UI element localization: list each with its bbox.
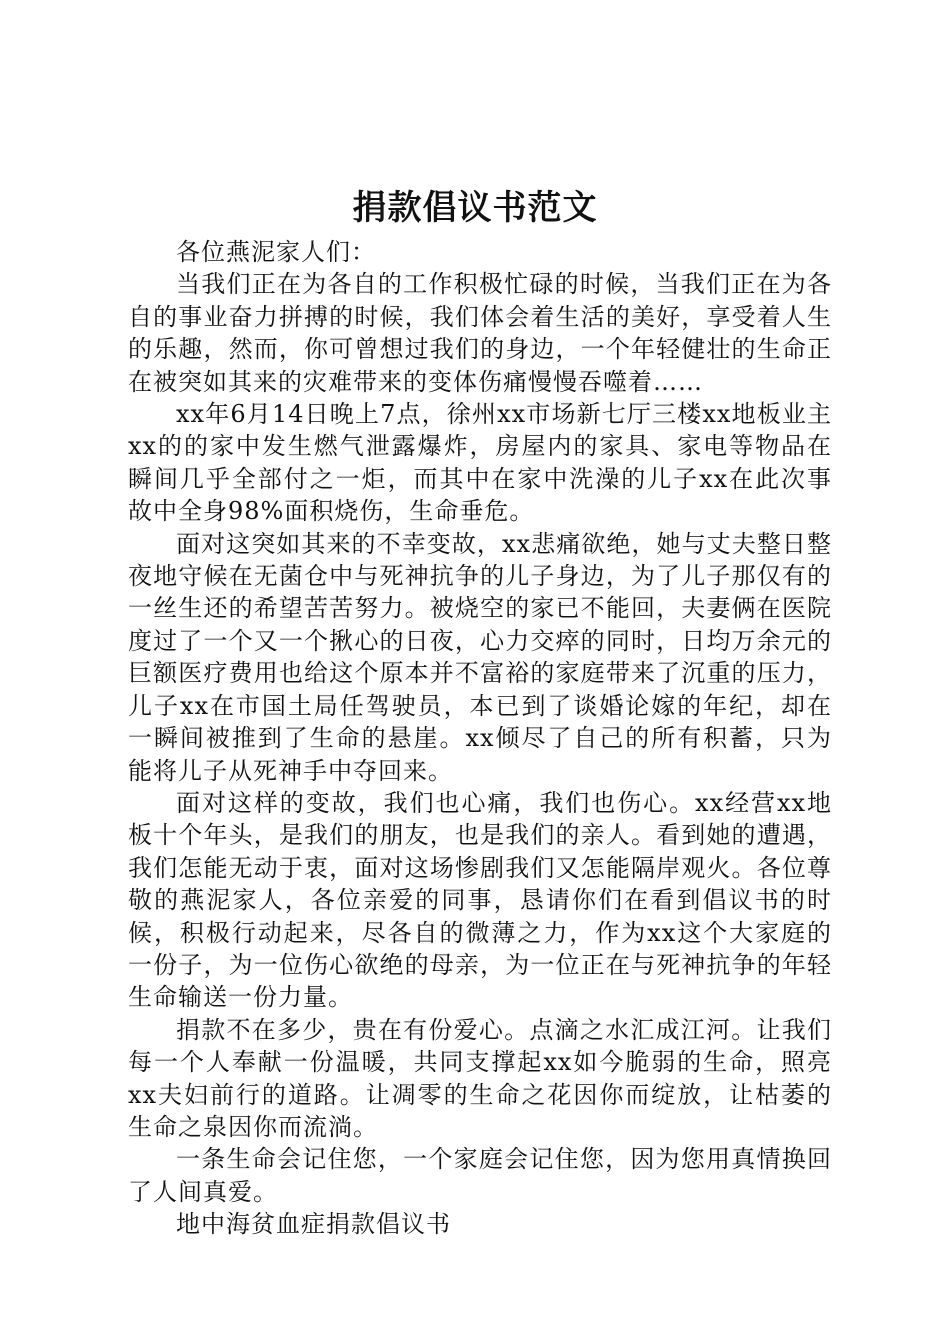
paragraph-2: xx年6月14日晚上7点，徐州xx市场新七厅三楼xx地板业主xx的的家中发生燃气泄露爆炸，房屋内的家具、家电等物品在瞬间几乎全部付之一炬，而其中在家中洗澡的儿子xx在此次事故中全身98%面积烧伤，生命垂危。 <box>128 400 832 526</box>
paragraph-3: 面对这突如其来的不幸变故，xx悲痛欲绝，她与丈夫整日整夜地守候在无菌仓中与死神抗争的儿子身边，为了儿子那仅有的一丝生还的希望苦苦努力。被烧空的家已不能回，夫妻俩在医院度过了一个又一个揪心的日夜，心力交瘁的同时，日均万余元的巨额医疗费用也给这个原本并不富裕的家庭带来了沉重的压力，儿子xx在市国土局任驾驶员，本已到了谈婚论嫁的年纪，却在一瞬间被推到了生命的悬崖。xx倾尽了自己的所有积蓄，只为能将儿子从死神手中夺回来。 <box>128 529 832 785</box>
paragraph-6: 一条生命会记住您，一个家庭会记住您，因为您用真情换回了人间真爱。 <box>128 1145 832 1206</box>
salutation: 各位燕泥家人们： <box>176 238 376 266</box>
document-body <box>128 236 832 1241</box>
paragraph-5: 捐款不在多少，贵在有份爱心。点滴之水汇成江河。让我们每一个人奉献一份温暖，共同支撑起xx如今脆弱的生命，照亮xx夫妇前行的道路。让凋零的生命之花因你而绽放，让枯萎的生命之泉因你而流淌。 <box>128 1015 832 1141</box>
footer-line: 地中海贫血症捐款倡议书 <box>176 1210 451 1239</box>
paragraph-4: 面对这样的变故，我们也心痛，我们也伤心。xx经营xx地板十个年头，是我们的朋友，也是我们的亲人。看到她的遭遇，我们怎能无动于衷，面对这场惨剧我们又怎能隔岸观火。各位尊敬的燕泥家人，各位亲爱的同事，恳请你们在看到倡议书的时候，积极行动起来，尽各自的微薄之力，作为xx这个大家庭的一份子，为一位伤心欲绝的母亲，为一位正在与死神抗争的年轻生命输送一份力量。 <box>128 788 832 1012</box>
document-title: 捐款倡议书范文 <box>352 188 598 228</box>
paragraph-1: 当我们正在为各自的工作积极忙碌的时候，当我们正在为各自的事业奋力拼搏的时候，我们体会着生活的美好，享受着人生的乐趣，然而，你可曾想过我们的身边，一个年轻健壮的生命正在被突如其来的灾难带来的变体伤痛慢慢吞噬着…… <box>128 270 832 396</box>
